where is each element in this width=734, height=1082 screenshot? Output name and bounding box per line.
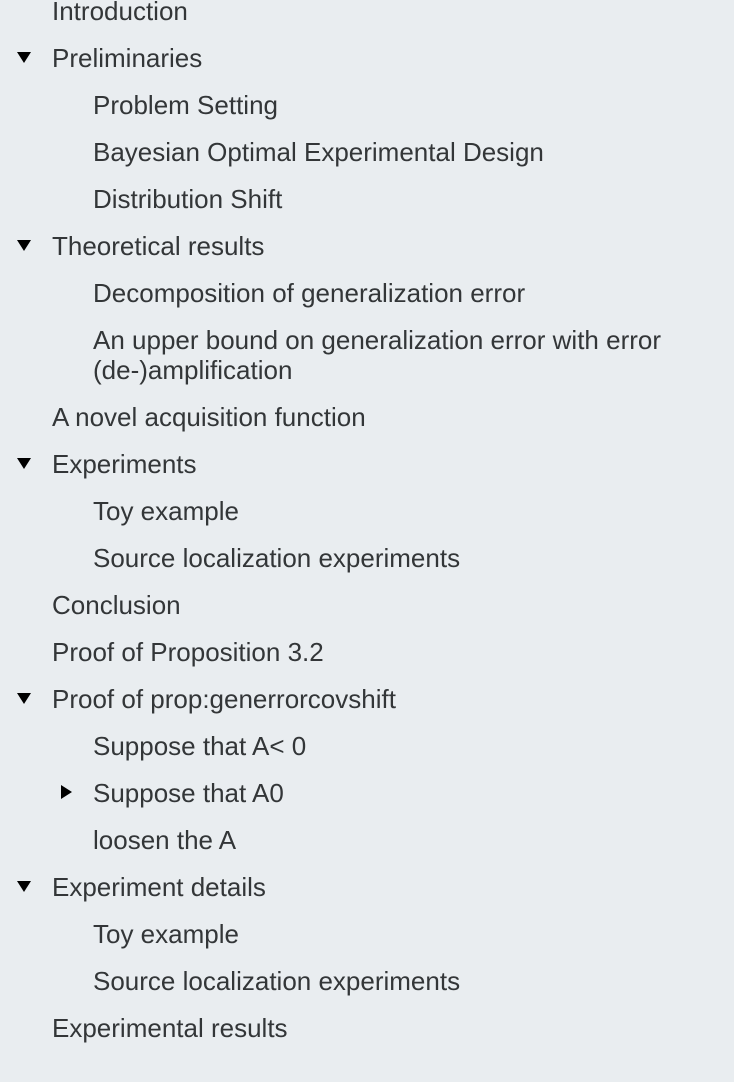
toc-item-label: Conclusion xyxy=(52,589,181,620)
toc-item-label: Introduction xyxy=(52,0,188,26)
toc-item-label: loosen the A xyxy=(93,824,237,855)
toc-item-source-localization-experiments[interactable] xyxy=(0,534,734,581)
toc-item-experiments[interactable] xyxy=(0,440,734,487)
toc-item-label: Distribution Shift xyxy=(93,183,283,214)
disclosure-expanded-icon[interactable] xyxy=(17,240,31,251)
disclosure-expanded-icon[interactable] xyxy=(17,458,31,469)
toc-item-label: Experiments xyxy=(52,448,197,479)
toc-item-label: Problem Setting xyxy=(93,89,278,120)
disclosure-expanded-icon[interactable] xyxy=(17,693,31,704)
toc-item-theoretical-results[interactable] xyxy=(0,222,734,269)
toc-item-label: An upper bound on generalization error with error (de-)amplification xyxy=(93,324,662,385)
toc-item-label: Source localization experiments xyxy=(93,965,461,996)
toc-item-label: Experiment details xyxy=(52,871,266,902)
toc-item-loosen-the-a[interactable] xyxy=(0,816,734,863)
toc-item-label: Decomposition of generalization error xyxy=(93,277,526,308)
disclosure-collapsed-icon[interactable] xyxy=(61,785,72,799)
toc-item-label: Theoretical results xyxy=(52,230,265,261)
disclosure-expanded-icon[interactable] xyxy=(17,881,31,892)
toc-item-introduction[interactable] xyxy=(0,0,734,34)
toc-item-label: A novel acquisition function xyxy=(52,401,366,432)
toc-item-label: Proof of prop:generrorcovshift xyxy=(52,683,396,714)
toc-item-suppose-that-a0[interactable] xyxy=(0,769,734,816)
toc-item-bayesian-optimal-experimental-design[interactable] xyxy=(0,128,734,175)
toc-item-label: Proof of Proposition 3.2 xyxy=(52,636,324,667)
toc-item-an-upper-bound[interactable] xyxy=(0,316,734,393)
toc-item-distribution-shift[interactable] xyxy=(0,175,734,222)
toc-item-label: Toy example xyxy=(93,495,239,526)
toc-item-label: Bayesian Optimal Experimental Design xyxy=(93,136,544,167)
toc-item-preliminaries[interactable] xyxy=(0,34,734,81)
toc-item-problem-setting[interactable] xyxy=(0,81,734,128)
toc-item-suppose-that-a-lt-0[interactable] xyxy=(0,722,734,769)
toc-item-experimental-results[interactable] xyxy=(0,1004,734,1051)
toc-item-toy-example-2[interactable] xyxy=(0,910,734,957)
toc-item-label: Experimental results xyxy=(52,1012,288,1043)
toc-item-label: Suppose that A< 0 xyxy=(93,730,307,761)
toc-item-conclusion[interactable] xyxy=(0,581,734,628)
toc-item-proof-of-prop-generrorcovshift[interactable] xyxy=(0,675,734,722)
toc-item-source-localization-experiments-2[interactable] xyxy=(0,957,734,1004)
toc-item-proof-of-proposition-3-2[interactable] xyxy=(0,628,734,675)
toc-item-label: Suppose that A0 xyxy=(93,777,284,808)
toc-item-a-novel-acquisition-function[interactable] xyxy=(0,393,734,440)
toc-item-label: Preliminaries xyxy=(52,42,203,73)
toc-item-decomposition-of-generalization-error[interactable] xyxy=(0,269,734,316)
disclosure-expanded-icon[interactable] xyxy=(17,52,31,63)
toc-item-label: Toy example xyxy=(93,918,239,949)
toc-item-toy-example[interactable] xyxy=(0,487,734,534)
toc-item-experiment-details[interactable] xyxy=(0,863,734,910)
toc-item-label: Source localization experiments xyxy=(93,542,461,573)
